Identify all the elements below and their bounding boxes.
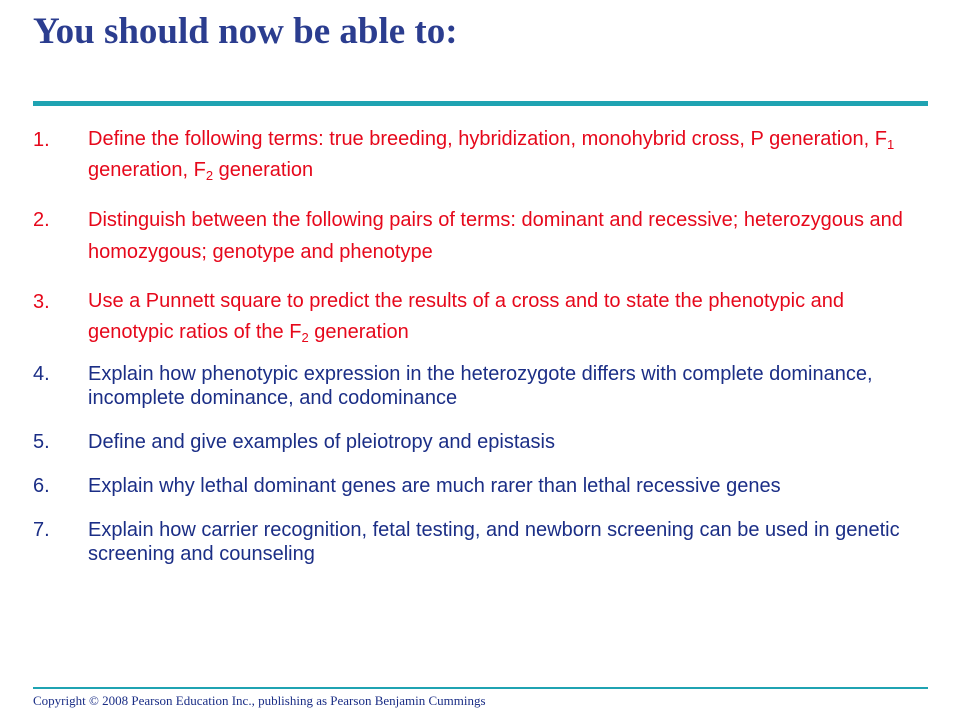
objective-number: 2.	[33, 209, 50, 231]
objective-number: 6.	[33, 475, 50, 497]
objective-text: Distinguish between the following pairs of terms: dominant and recessive; heterozygous and homozygous; genotype and phenotype	[88, 209, 903, 263]
objective-item	[33, 362, 913, 410]
objective-number: 4.	[33, 363, 50, 385]
objective-item	[33, 208, 913, 268]
objective-item	[33, 474, 913, 498]
objective-text: Use a Punnett square to predict the results of a cross and to state the phenotypic and genotypic ratios of the $F_2$ generation	[88, 290, 845, 345]
slide-title: You should now be able to:	[33, 11, 458, 52]
objective-number: 3.	[33, 291, 50, 313]
objective-number: 1.	[33, 129, 50, 151]
objective-item	[33, 430, 913, 454]
objective-text: Define and give examples of pleiotropy and epistasis	[88, 431, 555, 453]
objective-item	[33, 128, 913, 186]
objective-number: 7.	[33, 519, 50, 541]
objective-text: Define the following terms: true breeding, hybridization, monohybrid cross, P generation, $F_1$ generation, $F_2$ generation	[88, 128, 895, 183]
objective-item	[33, 518, 913, 566]
objectives-list	[33, 128, 913, 566]
objective-text: Explain why lethal dominant genes are much rarer than lethal recessive genes	[88, 475, 781, 497]
objective-text: Explain how phenotypic expression in the heterozygote differs with complete dominance, incomplete dominance, and codominance	[88, 363, 873, 409]
copyright-footer: Copyright © 2008 Pearson Education Inc., publishing as Pearson Benjamin Cummings	[33, 693, 486, 708]
objective-number: 5.	[33, 431, 50, 453]
objective-item	[33, 290, 913, 348]
footer-divider	[33, 687, 928, 689]
objective-text: Explain how carrier recognition, fetal testing, and newborn screening can be used in genetic screening and counseling	[88, 519, 900, 565]
title-divider	[33, 101, 928, 106]
